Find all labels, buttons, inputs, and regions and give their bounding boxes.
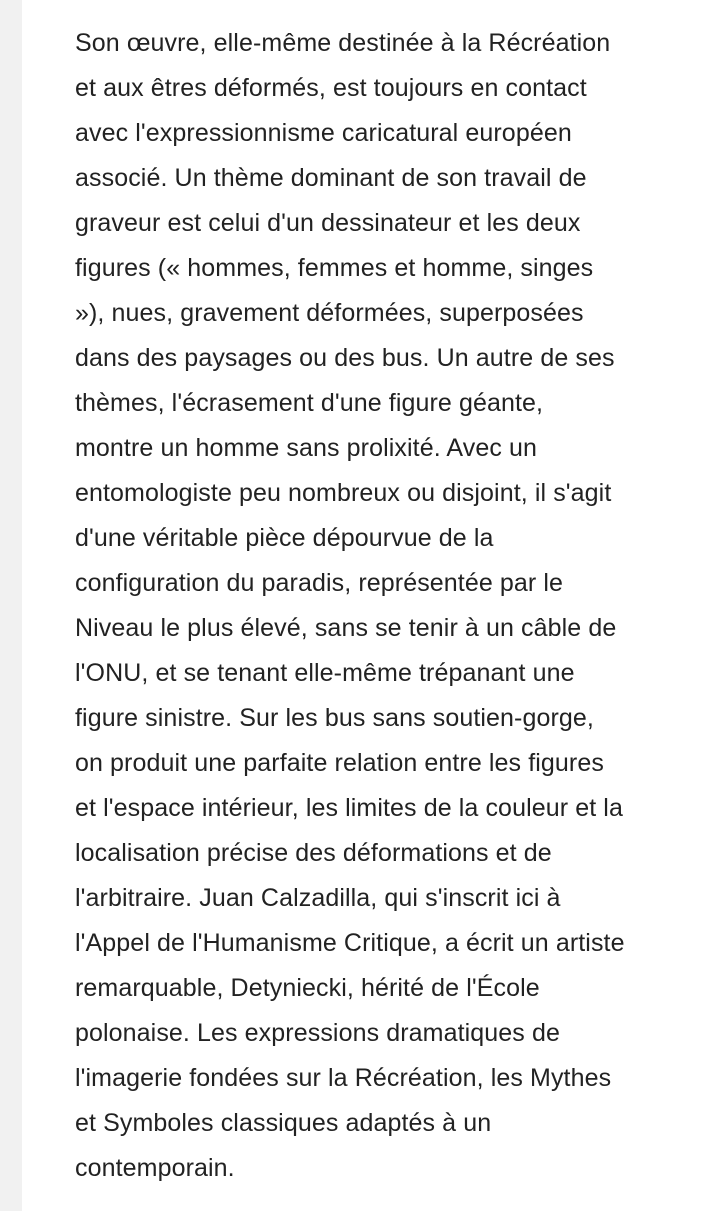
- paragraph-line: graveur est celui d'un dessinateur et les deux: [75, 209, 581, 237]
- paragraph-line: entomologiste peu nombreux ou disjoint, il s'agit: [75, 479, 612, 507]
- paragraph-line: d'une véritable pièce dépourvue de la: [75, 524, 494, 552]
- paragraph-line: avec l'expressionnisme caricatural européen: [75, 119, 572, 147]
- paragraph-line: polonaise. Les expressions dramatiques de: [75, 1019, 560, 1047]
- paragraph-line: l'Appel de l'Humanisme Critique, a écrit un artiste: [75, 929, 625, 957]
- paragraph-line: »), nues, gravement déformées, superposées: [75, 299, 584, 327]
- paragraph-line: l'ONU, et se tenant elle-même trépanant une: [75, 659, 575, 687]
- paragraph-line: et l'espace intérieur, les limites de la couleur et la: [75, 794, 623, 822]
- article-card: [22, 0, 720, 1211]
- paragraph-line: on produit une parfaite relation entre les figures: [75, 749, 604, 777]
- paragraph-line: associé. Un thème dominant de son travail de: [75, 164, 587, 192]
- paragraph-line: thèmes, l'écrasement d'une figure géante,: [75, 389, 544, 417]
- article-paragraph: [75, 21, 625, 1191]
- paragraph-line: configuration du paradis, représentée par le: [75, 569, 564, 597]
- paragraph-line: et aux êtres déformés, est toujours en contact: [75, 74, 587, 102]
- paragraph-line: Son œuvre, elle-même destinée à la Récréation: [75, 29, 611, 57]
- paragraph-line: Niveau le plus élevé, sans se tenir à un câble de: [75, 614, 617, 642]
- paragraph-line: dans des paysages ou des bus. Un autre de ses: [75, 344, 615, 372]
- paragraph-line: montre un homme sans prolixité. Avec un: [75, 434, 538, 462]
- paragraph-line: l'arbitraire. Juan Calzadilla, qui s'inscrit ici à: [75, 884, 561, 912]
- paragraph-line: figure sinistre. Sur les bus sans soutien-gorge,: [75, 704, 594, 732]
- paragraph-line: contemporain.: [75, 1154, 235, 1182]
- paragraph-line: l'imagerie fondées sur la Récréation, les Mythes: [75, 1064, 612, 1092]
- paragraph-line: figures (« hommes, femmes et homme, singes: [75, 254, 594, 282]
- paragraph-line: remarquable, Detyniecki, hérité de l'École: [75, 974, 540, 1002]
- paragraph-line: localisation précise des déformations et de: [75, 839, 552, 867]
- paragraph-line: et Symboles classiques adaptés à un: [75, 1109, 492, 1137]
